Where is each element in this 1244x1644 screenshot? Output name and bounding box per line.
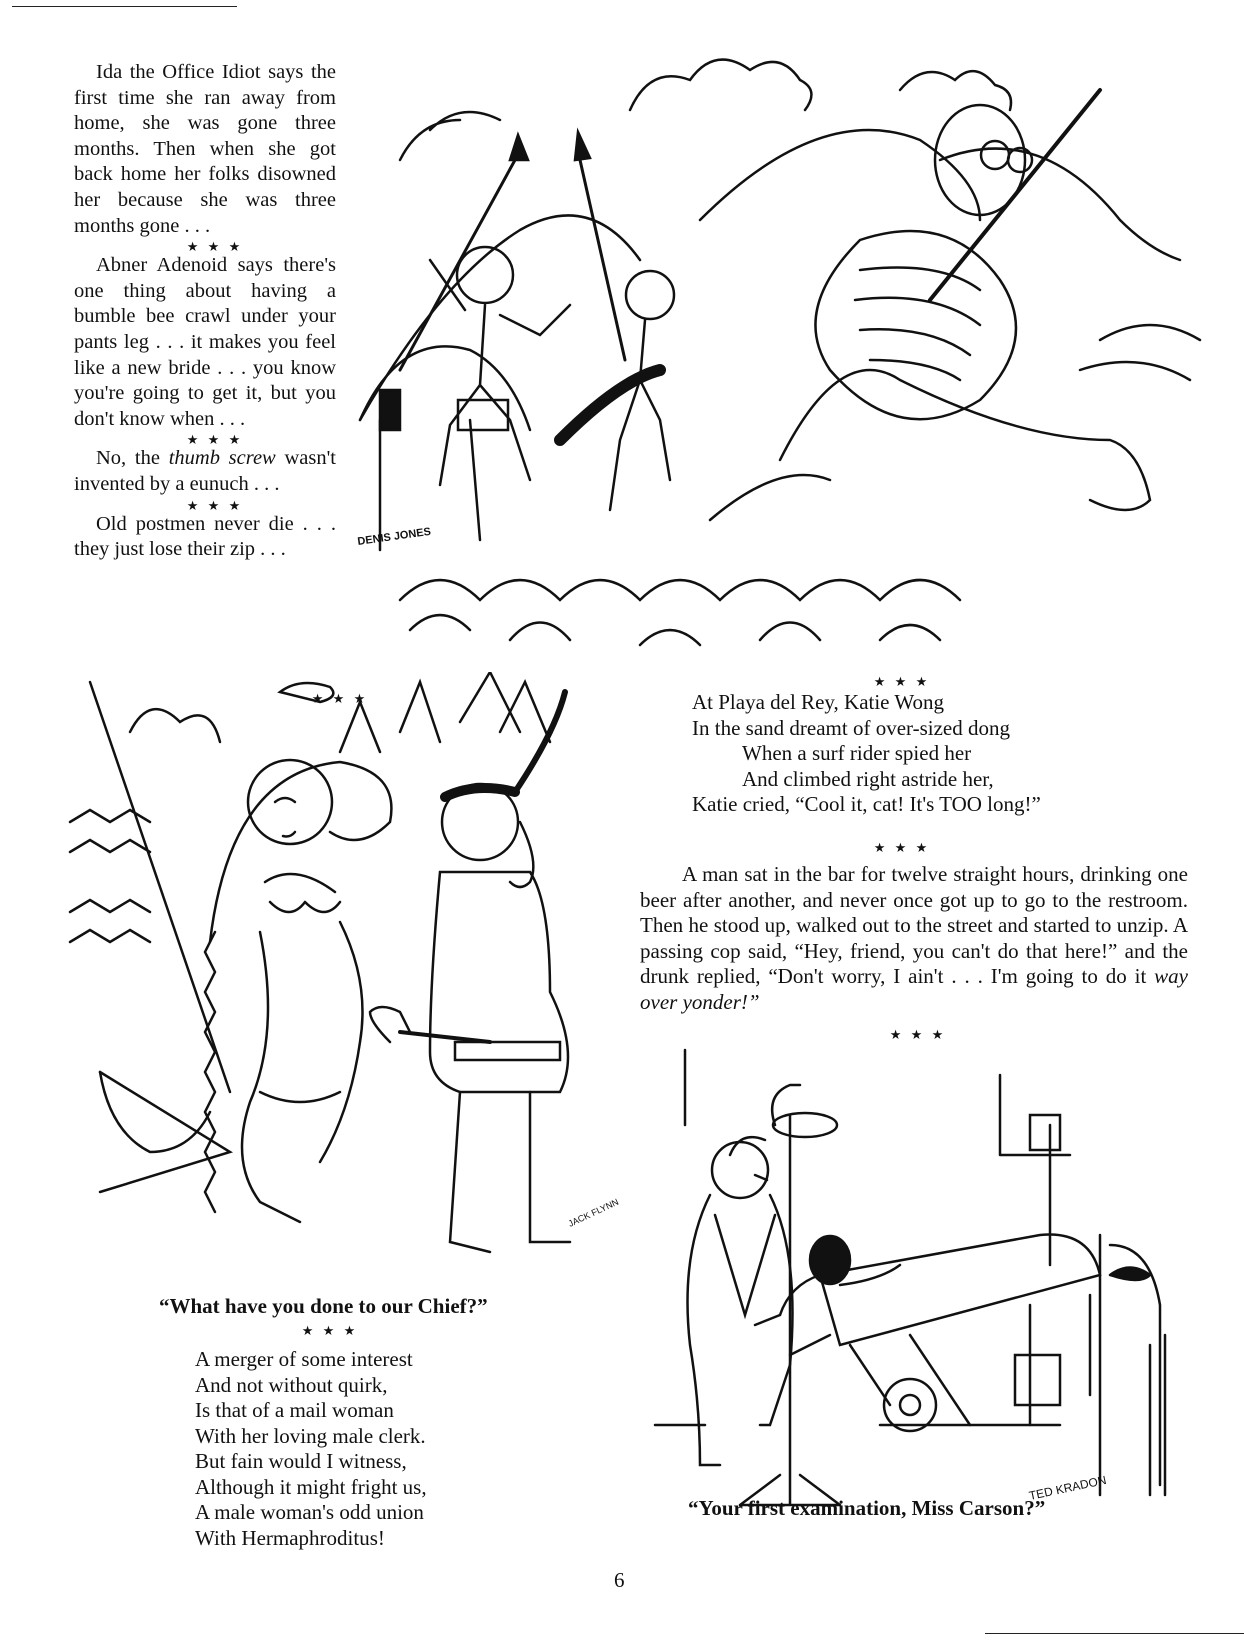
poem-line: Is that of a mail woman [195, 1398, 394, 1422]
poem-line: But fain would I witness, [195, 1449, 407, 1473]
star-separator: ★ ★ ★ [873, 840, 931, 855]
star-separator: ★ ★ ★ [301, 1323, 359, 1338]
top-rule [12, 6, 237, 7]
joke-postmen: Old postmen never die . . . they just lose their zip . . . [74, 512, 336, 561]
star-separator: ★ ★ ★ [311, 691, 369, 706]
chief-cartoon [60, 672, 620, 1262]
bar-joke: A man sat in the bar for twelve straight hours, drinking one beer after another, and never once got up to go to the restroom. Then he stood up, walked out to the street and started to unzip. A passing cop said, “Hey, friend, you can't do that here!” and the drunk replied, “Don't worry, I ain't . . . I'm going to do it way over yonder!” [640, 862, 1188, 1014]
bottom-rule [985, 1633, 1244, 1634]
limerick-line: Katie cried, “Cool it, cat! It's TOO long!” [692, 792, 1041, 816]
page-number: 6 [614, 1568, 625, 1592]
signature-jungle: DENIS JONES [356, 525, 432, 548]
joke-abner: Abner Adenoid says there's one thing about having a bumble bee crawl under your pants leg . . . it makes you feel like a new bride . . . you know you're going to get it, but you don't know when . . . [74, 254, 336, 430]
star-separator: ★ ★ ★ [186, 239, 244, 255]
poem-line: A male woman's odd union [195, 1500, 424, 1524]
star-separator: ★ ★ ★ [186, 432, 244, 448]
poem-line: A merger of some interest [195, 1347, 413, 1371]
exam-cartoon [630, 1045, 1230, 1535]
limerick-line: And climbed right astride her, [742, 766, 994, 791]
signature-chief: JACK FLYNN [566, 1196, 620, 1229]
limerick-line: At Playa del Rey, Katie Wong [692, 690, 945, 714]
star-separator: ★ ★ ★ [889, 1027, 947, 1042]
chief-caption: “What have you done to our Chief?” [159, 1294, 488, 1318]
mail-woman-poem [195, 1347, 525, 1551]
poem-line: Although it might fright us, [195, 1474, 427, 1499]
star-separator: ★ ★ ★ [186, 497, 244, 513]
jokes-column [74, 60, 336, 563]
katie-wong-limerick [692, 690, 1212, 818]
joke-thumb-screw: No, the thumb screw wasn't invented by a eunuch . . . [74, 447, 336, 495]
signature-exam: TED KRADON [1027, 1472, 1108, 1503]
poem-line: With Hermaphroditus! [195, 1525, 385, 1550]
joke-ida: Ida the Office Idiot says the first time she ran away from home, she was gone three months. Then when she got back home her folks disowned her because she was three months gone . . . [74, 61, 336, 237]
jungle-cartoon [340, 40, 1220, 670]
exam-caption: “Your first examination, Miss Carson?” [688, 1496, 1046, 1520]
poem-line: With her loving male clerk. [195, 1423, 426, 1448]
star-separator: ★ ★ ★ [873, 674, 931, 689]
limerick-line: In the sand dreamt of over-sized dong [692, 715, 1010, 740]
limerick-line: When a surf rider spied her [742, 741, 972, 765]
poem-line: And not without quirk, [195, 1372, 388, 1397]
